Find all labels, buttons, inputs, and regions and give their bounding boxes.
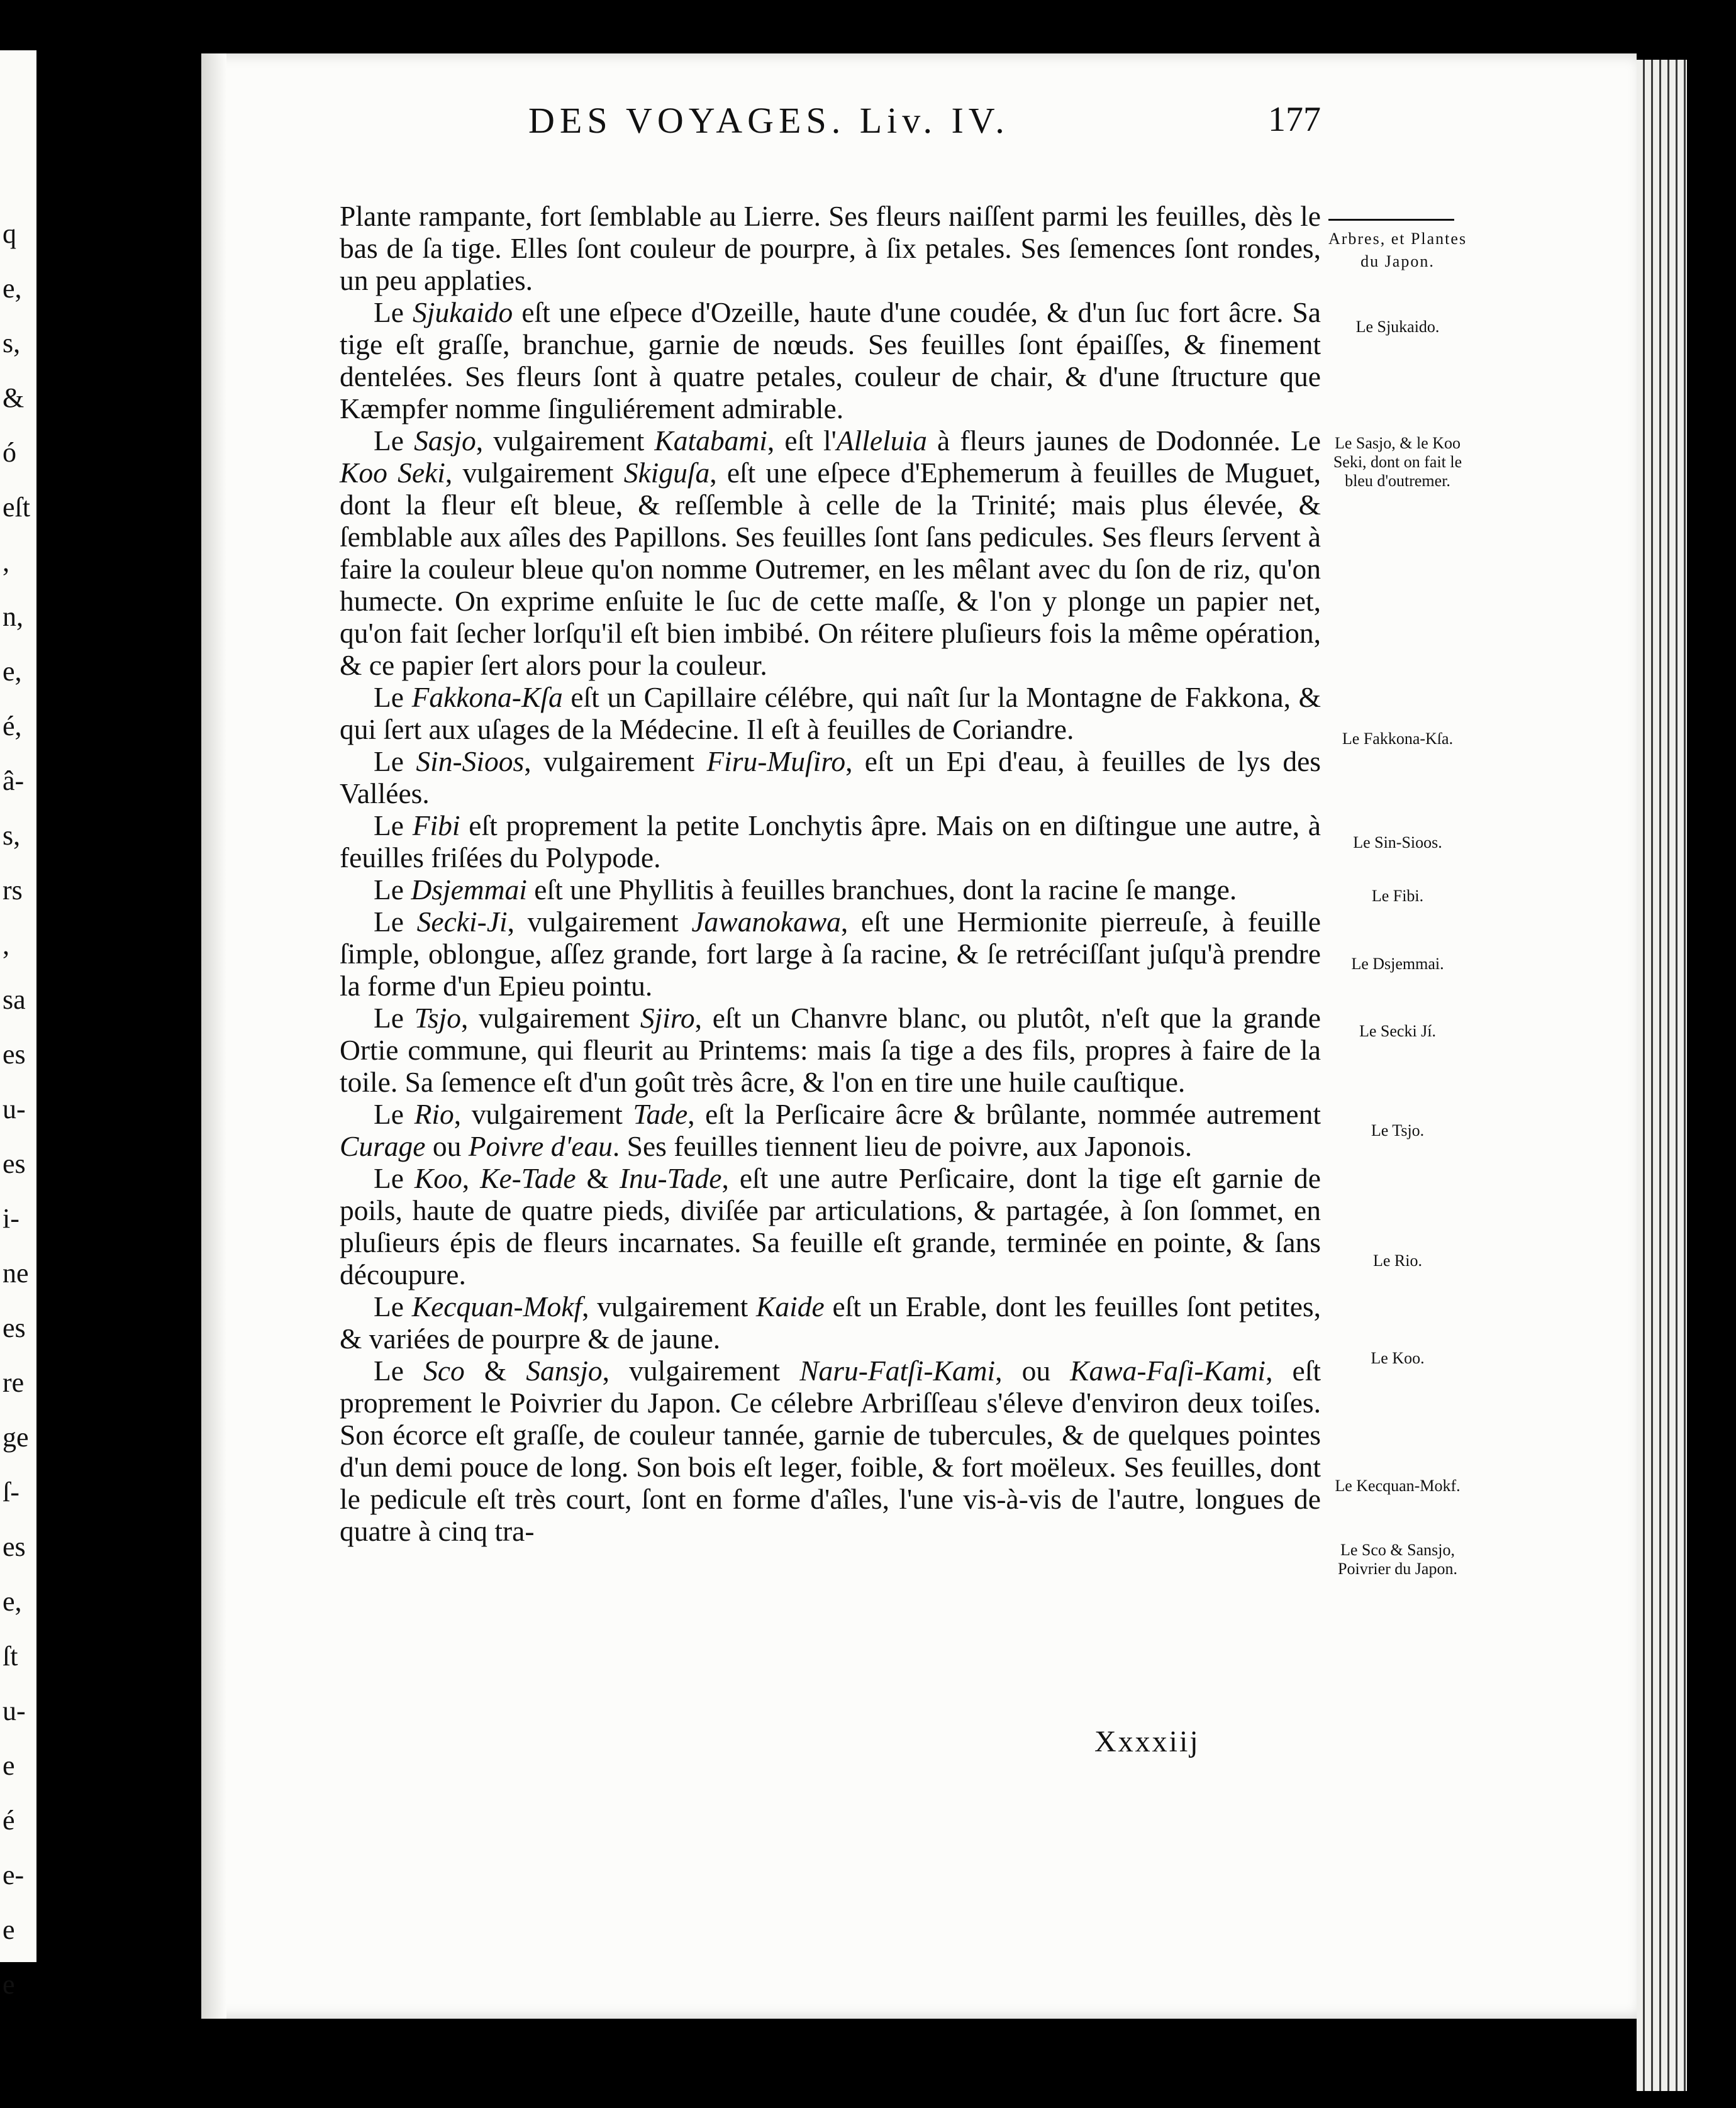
text-run: Le [374, 1162, 415, 1194]
paragraph [340, 681, 1321, 745]
italic-name: Curage [340, 1130, 426, 1162]
italic-name: Sco [423, 1355, 465, 1387]
text-run: , eſt une autre Perſicaire, dont la tige eſt garnie de poils, haute de quatre pieds, diviſée par articulations, & partagée, à ſon ſommet, en pluſieurs épis de fleurs incarnates. Sa feuille eſt grande, terminée en pointe, & ſans découpure. [340, 1162, 1321, 1290]
italic-name: Ke-Tade [480, 1162, 576, 1194]
text-run: Le [374, 296, 413, 328]
italic-name: Skiguſa [623, 457, 710, 489]
facing-page-fragment: â- [3, 765, 25, 796]
paragraph [340, 809, 1321, 874]
text-run: , eſt proprement le Poivrier du Japon. Ce célebre Arbriſſeau s'éleve d'environ deux toiſes. Son écorce eſt graſſe, de couleur tannée, garnie de tubercules, & de quelques pointes d'un demi pouce de long. Son bois eſt leger, foible, & fort moëleux. Ses feuilles, dont le pedicule eſt très court, ſont en forme d'aîles, l'une vis-à-vis de l'autre, longues de quatre à cinq tra- [340, 1355, 1321, 1547]
facing-page-fragment: s, [3, 328, 21, 358]
italic-name: Kecquan-Mokf [411, 1290, 582, 1323]
text-run: & [576, 1162, 620, 1194]
text-run: ou [425, 1130, 469, 1162]
text-run: , eſt une Hermionite pierreuſe, à feuille ſimple, oblongue, aſſez grande, fort large à ſa racine, & ſe retréciſſant juſqu'à prendre la forme d'un Epieu pointu. [340, 906, 1321, 1002]
text-run: eſt proprement la petite Lonchytis âpre. Mais on en diſtingue une autre, à feuilles friſées du Polypode. [340, 809, 1321, 874]
text-run: Le [374, 1002, 415, 1034]
italic-name: Firu-Muſiro [706, 745, 846, 777]
text-run: eſt une Phyllitis à feuilles branchues, dont la racine ſe mange. [526, 874, 1237, 906]
text-run: , vulgairement [602, 1355, 800, 1387]
text-run: Le [374, 424, 415, 457]
italic-name: Poivre d'eau [468, 1130, 613, 1162]
italic-name: Fibi [412, 809, 460, 841]
facing-page-fragment: re [3, 1367, 25, 1398]
facing-page-fragment: e [3, 1750, 15, 1781]
facing-page-fragment: es [3, 1039, 26, 1070]
facing-page-fragment: é, [3, 711, 22, 741]
italic-name: Inu-Tade [619, 1162, 722, 1194]
facing-page-fragment: e, [3, 656, 22, 687]
facing-page-fragment: q [3, 218, 16, 249]
facing-page-fragment: u- [3, 1094, 26, 1124]
text-run: eſt un Capillaire célébre, qui naît ſur la Montagne de Fakkona, & qui ſert aux uſages de la Médecine. Il eſt à feuilles de Coriandre. [340, 681, 1321, 745]
italic-name: Sin-Sioos [416, 745, 525, 777]
facing-page-fragment: es [3, 1531, 26, 1562]
facing-page-fragment: s, [3, 820, 21, 851]
italic-name: Jawanokawa [691, 906, 841, 938]
text-run: Le [374, 1290, 412, 1323]
paragraph [340, 906, 1321, 1002]
italic-name: Koo [414, 1162, 462, 1194]
text-run: , [462, 1162, 481, 1194]
facing-page-fragment: es [3, 1148, 26, 1179]
text-run: , eſt un Chanvre blanc, ou plutôt, n'eſt que la grande Ortie commune, qui fleurit au Printems: mais ſa tige a des fils, propres à faire de la toile. Sa ſemence eſt d'un goût très âcre, & l'on en tire une huile cauſtique. [340, 1002, 1321, 1098]
italic-name: Katabami [654, 424, 767, 457]
italic-name: Rio [414, 1098, 454, 1130]
italic-name: Sjukaido [413, 296, 513, 328]
margin-note: Le Fibi. [1371, 887, 1424, 905]
paragraph [340, 874, 1321, 906]
paragraph: Plante rampante, fort ſemblable au Lierre. Ses fleurs naiſſent parmi les feuilles, dès le bas de ſa tige. Elles ſont couleur de pourpre, à ſix petales. Ses ſemences ſont rondes, un peu applaties. [340, 200, 1321, 296]
text-run: , vulgairement [524, 745, 707, 777]
text-run: , vulgairement [453, 1098, 633, 1130]
margin-note: Le Fakkona-Kſa. [1342, 729, 1454, 748]
margin-note: Le Sco & Sansjo, Poivrier du Japon. [1338, 1541, 1457, 1578]
italic-name: Koo Seki [340, 457, 445, 489]
facing-page-fragment: , [3, 929, 9, 960]
text-run: , vulgairement [476, 424, 655, 457]
facing-page-fragment: é [3, 1805, 15, 1836]
margin-note: Le Rio. [1373, 1251, 1422, 1270]
paragraph [340, 1355, 1321, 1547]
text-run: , eſt la Perſicaire âcre & brûlante, nommée autrement [687, 1098, 1321, 1130]
paragraph [340, 745, 1321, 809]
text-run: Le [374, 874, 411, 906]
italic-name: Kawa-Faſi-Kami [1070, 1355, 1266, 1387]
facing-page-fragment: sa [3, 984, 26, 1015]
text-run: Le [374, 1098, 415, 1130]
italic-name: Tsjo [414, 1002, 461, 1034]
catchword-signature: Xxxxiij [1094, 1725, 1200, 1758]
text-run: . Ses feuilles tiennent lieu de poivre, aux Japonois. [612, 1130, 1193, 1162]
text-run: Le [374, 906, 417, 938]
facing-page-fragment: e [3, 1914, 15, 1945]
paragraph [340, 1002, 1321, 1098]
facing-page-fragment: , [3, 546, 9, 577]
italic-name: Naru-Fatſi-Kami [799, 1355, 996, 1387]
text-run: eſt un Erable, dont les feuilles ſont petites, & variées de pourpre & de jaune. [340, 1290, 1321, 1355]
facing-page-fragment: ſ- [3, 1477, 19, 1507]
text-run: , ou [995, 1355, 1071, 1387]
text-run: Le [374, 745, 416, 777]
facing-page-fragment: eſt [3, 492, 30, 523]
italic-name: Secki-Ji [416, 906, 508, 938]
italic-name: Fakkona-Kſa [411, 681, 563, 713]
page-number: 177 [1268, 100, 1321, 139]
running-title: DES VOYAGES. Liv. IV. [528, 100, 1010, 141]
facing-page-fragment: e [3, 1969, 15, 2000]
margin-note: Le Sjukaido. [1355, 318, 1440, 336]
facing-page-fragment: rs [3, 875, 23, 906]
body-text [340, 200, 1321, 1547]
text-run: , vulgairement [582, 1290, 757, 1323]
facing-page-fragment: e- [3, 1860, 25, 1890]
facing-page-fragment: ge [3, 1422, 29, 1453]
margin-section-title: Arbres, et Plantes du Japon. [1328, 230, 1467, 270]
italic-name: Tade [633, 1098, 688, 1130]
text-run: Le [374, 809, 413, 841]
italic-name: Sansjo [526, 1355, 603, 1387]
facing-page-fragment: ſt [3, 1641, 18, 1672]
facing-page-fragment: ne [3, 1258, 29, 1289]
italic-name: Dsjemmai [411, 874, 527, 906]
margin-note: Le Sasjo, & le Koo Seki, dont on fait le bleu d'outremer. [1333, 434, 1462, 490]
italic-name: Sjiro [640, 1002, 695, 1034]
text-run: eſt une eſpece d'Ozeille, haute d'une coudée, & d'un ſuc fort âcre. Sa tige eſt graſſe, branchue, garnie de nœuds. Ses feuilles ſont épaiſſes, & finement dentelées. Ses fleurs ſont à quatre petales, couleur de chair, & d'une ſtructure que Kæmpfer nomme ſinguliérement admirable. [340, 296, 1321, 424]
page-gutter [201, 53, 226, 2019]
facing-page-fragment: ó [3, 437, 16, 468]
margin-rule [1328, 219, 1454, 221]
page-header [340, 99, 1321, 150]
text-run: & [464, 1355, 526, 1387]
margin-note: Le Secki Jí. [1359, 1022, 1437, 1040]
facing-page-fragment: u- [3, 1695, 26, 1726]
facing-page-fragment: e, [3, 273, 22, 304]
facing-page-edge [0, 50, 36, 2000]
facing-page-fragment: n, [3, 601, 23, 632]
paragraph [340, 424, 1321, 681]
margin-note: Le Sin-Sioos. [1353, 833, 1442, 852]
text-run: , eſt un Epi d'eau, à feuilles de lys des Vallées. [340, 745, 1321, 809]
italic-name: Alleluia [836, 424, 927, 457]
italic-name: Sasjo [414, 424, 476, 457]
stacked-page-edges [1637, 60, 1687, 2091]
facing-page-fragment: es [3, 1312, 26, 1343]
facing-page-fragment: e, [3, 1586, 22, 1617]
text-run: Le [374, 681, 412, 713]
paragraph [340, 1098, 1321, 1162]
text-run: , vulgairement [460, 1002, 640, 1034]
margin-note: Le Koo. [1371, 1349, 1425, 1367]
text-run: , vulgairement [507, 906, 692, 938]
text-run: , vulgairement [445, 457, 624, 489]
facing-page-fragment: & [3, 382, 25, 413]
text-run: , eſt l' [767, 424, 837, 457]
facing-page-fragment: i- [3, 1203, 19, 1234]
text-run: , eſt une eſpece d'Ephemerum à feuilles de Muguet, dont la fleur eſt bleue, & reſſemble à celle de la Trinité; mais plus élevée, & ſemblable aux aîles des Papillons. Ses feuilles ſont ſans pedicules. Ses fleurs ſervent à faire la couleur bleue qu'on nomme Outremer, en les mêlant avec du ſon de riz, qu'on humecte. On exprime enſuite le ſuc de cette maſſe, & l'on y plonge un papier net, qu'on fait ſecher lorſqu'il eſt bien imbibé. On réitere pluſieurs fois la même opération, & ce papier ſert alors pour la couleur. [340, 457, 1321, 681]
margin-note: Le Kecquan-Mokf. [1335, 1477, 1461, 1495]
margin-note: Le Dsjemmai. [1351, 955, 1444, 973]
paragraph [340, 296, 1321, 424]
text-run: Le [374, 1355, 424, 1387]
paragraph [340, 1290, 1321, 1355]
text-run: à fleurs jaunes de Dodonnée. Le [926, 424, 1321, 457]
margin-note: Le Tsjo. [1371, 1121, 1425, 1140]
italic-name: Kaide [756, 1290, 825, 1323]
paragraph [340, 1162, 1321, 1290]
